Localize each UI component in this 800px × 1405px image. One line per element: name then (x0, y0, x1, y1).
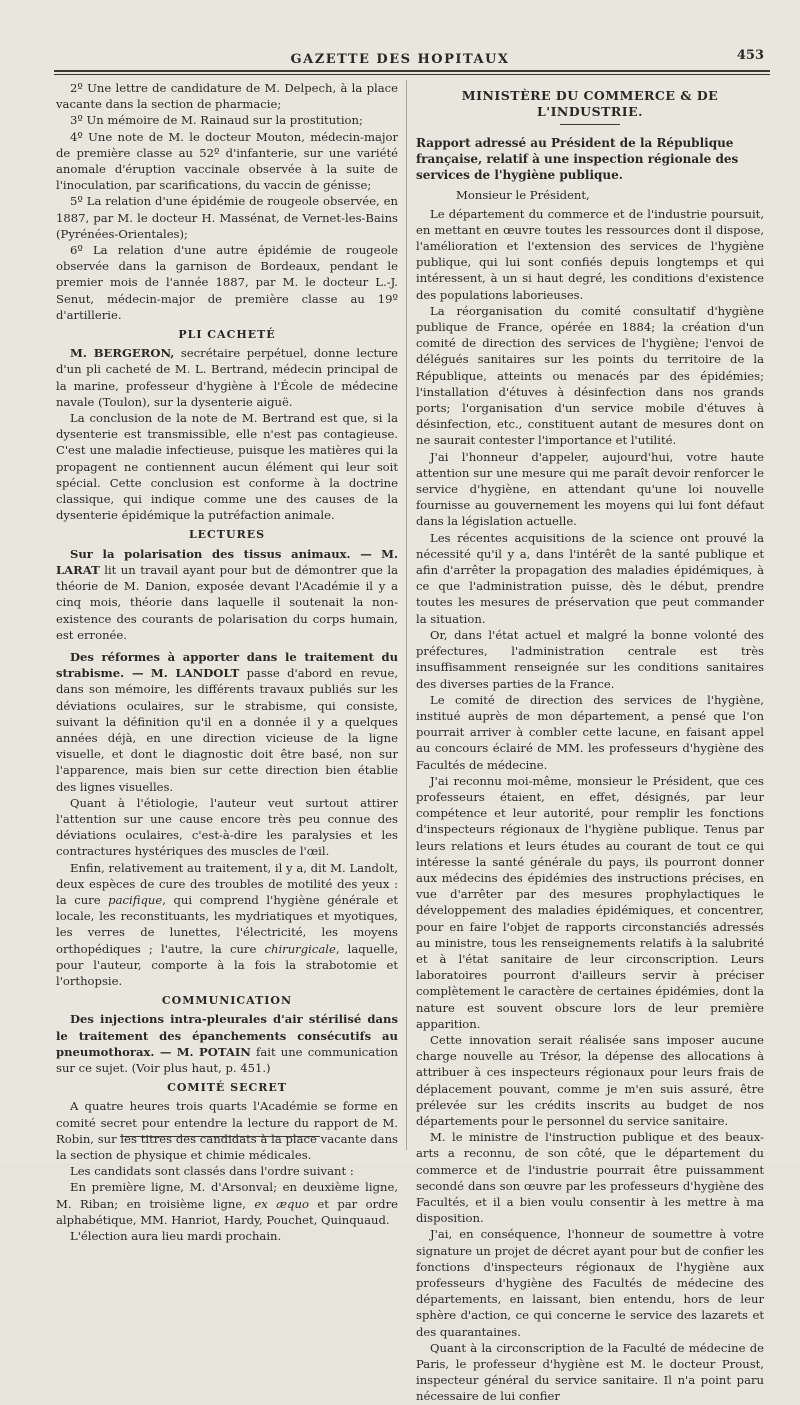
list-item: 3º Un mémoire de M. Rainaud sur la prostitution; (70, 113, 363, 128)
comite-paragraph: A quatre heures trois quarts l'Académie se forme en comité secret pour entendre la lecture du rapport de M. Robin, sur les titres des candidats à la place vacante dans la section de physique et chimie médicales. (56, 1099, 398, 1162)
reformes-author: M. LANDOLT (150, 666, 240, 681)
section-title-communication: COMMUNICATION (161, 994, 293, 1008)
list-item: 5º La relation d'une épidémie de rougeole observée, en 1887, par M. le docteur H. Massénat, de Vernet-les-Bains (Pyrénées-Orientales); (56, 194, 398, 241)
page-header (0, 48, 800, 68)
lectures-paragraph (56, 546, 398, 643)
column-separator (406, 80, 407, 1150)
reformes-text-a: Enfin, relativement au traitement, il y a, dit M. Landolt, deux espèces de cure des troubles de motilité des yeux : la cure (56, 860, 398, 907)
section-title-pli: PLI CACHETÉ (178, 328, 276, 342)
report-paragraph: Les récentes acquisitions de la science ont prouvé la nécessité qu'il y a, dans l'intérêt de la santé publique et afin d'arrêter la propagation des maladies épidémiques, à ce que l'administration puisse, dès le début, prendre toutes les mesures de préservation que peut commander la situation. (416, 530, 764, 626)
ministry-rule (560, 124, 620, 125)
reformes-text-e: , laquelle, pour l'auteur, comporte à la fois la strabotomie et l'orthopsie. (56, 941, 399, 988)
reformes-italic-chirurgicale: chirurgicale (264, 941, 336, 956)
right-column (416, 80, 764, 1404)
comite-italic: ex æquo (254, 1196, 309, 1211)
section-title-lectures: LECTURES (188, 528, 266, 542)
communication-text: fait une communication sur ce sujet. (Voir plus haut, p. 451.) (56, 1044, 399, 1075)
report-paragraph: J'ai l'honneur d'appeler, aujourd'hui, votre haute attention sur une mesure qui me paraît devoir renforcer le service d'hygiène, en attendant qu'une loi nouvelle fournisse au gouvernement les moyens qui lui font défaut dans la législation actuelle. (416, 449, 764, 529)
reformes-italic-pacifique: pacifique (108, 892, 163, 907)
pli-text: secrétaire perpétuel, donne lecture d'un pli cacheté de M. L. Bertrand, médecin principal de la marine, professeur d'hygiène à l'École de médecine navale (Toulon), sur la dysenterie aiguë. (56, 346, 398, 409)
left-column (56, 80, 399, 1244)
header-rule-thin (54, 74, 770, 75)
communication-paragraph (56, 1011, 398, 1076)
reformes-paragraph (56, 649, 398, 795)
communication-heading: Des injections intra-pleurales d'air stérilisé dans le traitement des épanchements consécutifs au pneumothorax. — (56, 1012, 398, 1059)
list-item: 2º Une lettre de candidature de M. Delpech, à la place vacante dans la section de pharmacie; (56, 81, 398, 112)
pli-paragraph-2: La conclusion de la note de M. Bertrand est que, si la dysenterie est transmissible, elle n'est pas contagieuse. C'est une maladie infectieuse, puisque les matières qui la propagent ne contiennent aucun élément qui leur soit spécial. Cette conclusion est conforme à la doctrine classique, qui indique comme une des causes de la dysenterie épidémique la putréfaction animale. (56, 411, 398, 523)
ministry-title: MINISTÈRE DU COMMERCE & DE L'INDUSTRIE. (461, 88, 719, 120)
header-rule (54, 70, 770, 72)
page-number: 453 (736, 48, 764, 63)
report-paragraph: Le département du commerce et de l'industrie poursuit, en mettant en œuvre toutes les ressources dont il dispose, l'amélioration et l'extension des services de l'hygiène publique, qui lui sont confiés depuis longtemps et qui intéressent, à un si haut degré, les conditions d'existence des populations laborieuses. (416, 206, 764, 302)
lectures-text: lit un travail ayant pour but de démontrer que la théorie de M. Danion, exposée devant l'Académie il y a cinq mois, théorie dans laquelle il soutenait la non-existence des courants de polarisation du corps humain, est erronée. (56, 562, 398, 642)
comite-text-c: et par ordre alphabétique, MM. Hanriot, Hardy, Pouchet, Quinquaud. (56, 1196, 398, 1227)
comite-paragraph-3 (56, 1179, 398, 1228)
report-paragraph: Or, dans l'état actuel et malgré la bonne volonté des préfectures, l'administration centrale est très insuffisamment renseignée sur les conditions sanitaires des diverses parties de la France. (416, 627, 764, 691)
report-paragraph: M. le ministre de l'instruction publique et des beaux-arts a reconnu, de son côté, que le département du commerce et de l'industrie pourrait être puissamment secondé dans son œuvre par les professeurs d'hygiène des Facultés, et il a bien voulu consentir à les mettre à ma disposition. (416, 1130, 764, 1226)
comite-text-a: En première ligne, M. d'Arsonval; en deuxième ligne, M. Riban; en troisième ligne, (56, 1180, 398, 1211)
reformes-text: passe d'abord en revue, dans son mémoire, les différents travaux publiés sur les déviations oculaires, sur le strabisme, qui consiste, suivant la définition qu'il en a donnée il y a quelques années déjà, en une direction vicieuse de la ligne visuelle, et dont le diagnostic doit être basé, non sur l'apparence, mais bien sur cette direction bien établie des lignes visuelles. (56, 666, 398, 794)
bottom-rule (120, 1136, 320, 1137)
comite-paragraph-2: Les candidats sont classés dans l'ordre suivant : (70, 1164, 354, 1179)
report-paragraph: La réorganisation du comité consultatif d'hygiène publique de France, opérée en 1884; la création d'un comité de direction des services de l'hygiène; l'envoi de délégués sanitaires sur les points du territoire de la République, atteints ou menacés par des épidémies; l'installation d'étuves à désinfection dans nos grands ports; l'organisation d'un service mobile d'étuves à désinfection, etc., constituent autant de mesures dont on ne saurait contester l'importance et l'utilité. (416, 303, 764, 448)
salutation: Monsieur le Président, (456, 188, 590, 203)
running-title: GAZETTE DES HOPITAUX (290, 52, 510, 67)
communication-author: M. POTAIN (176, 1044, 251, 1059)
report-title: Rapport adressé au Président de la République française, relatif à une inspection régionale des services de l'hygiène publique. (416, 136, 739, 183)
lectures-heading: Sur la polarisation des tissus animaux. — (70, 546, 372, 561)
report-paragraph: Quant à la circonscription de la Faculté de médecine de Paris, le professeur d'hygiène est M. le docteur Proust, inspecteur général du service sanitaire. Il n'a point paru nécessaire de lui confier (416, 1340, 764, 1404)
reformes-paragraph-2: Quant à l'étiologie, l'auteur veut surtout attirer l'attention sur une cause encore très peu connue des déviations oculaires, c'est-à-dire les paralysies et les contractures hystériques des muscles de l'œil. (56, 795, 398, 859)
comite-paragraph-4: L'élection aura lieu mardi prochain. (70, 1229, 282, 1244)
report-paragraph: Cette innovation serait réalisée sans imposer aucune charge nouvelle au Trésor, la dépense des allocations à attribuer à ces inspecteurs régionaux pour leurs frais de déplacement pouvant, comme je m'en suis assuré, être prélevée sur les crédits inscrits au budget de nos départements pour le personnel du service sanitaire. (416, 1032, 764, 1128)
section-title-comite: COMITÉ SECRET (167, 1081, 287, 1095)
pli-author: M. BERGERON, (70, 346, 175, 361)
report-paragraph: J'ai reconnu moi-même, monsieur le Président, que ces professeurs étaient, en effet, désignés, par leur compétence et leur autorité, pour remplir les fonctions d'inspecteurs régionaux de l'hygiène publique. Tenus par leurs relations et leurs études au courant de tout ce qui intéresse la santé générale du pays, ils pourront donner aux médecins des épidémies des instructions précises, en vue d'arrêter par des mesures prophylactiques le développement des maladies épidémiques, et concentrer, pour en faire l'objet de rapports circonstanciés adressés au ministre, tous les renseignements relatifs à la salubrité et à l'état sanitaire de leur circonscription. Leurs laboratoires pourront d'ailleurs servir à préciser complètement le caractère de certaines épidémies, dont la nature est souvent obscure lors de leur première apparition. (416, 773, 764, 1031)
reformes-heading: Des réformes à apporter dans le traitement du strabisme. — (56, 649, 398, 681)
pli-paragraph (56, 345, 398, 410)
report-paragraph: J'ai, en conséquence, l'honneur de soumettre à votre signature un projet de décret ayant pour but de confier les fonctions d'inspecteurs régionaux de l'hygiène aux professeurs d'hygiène des Facultés de médecine des départements, en laissant, bien entendu, hors de leur sphère d'action, ce qui concerne le service des lazarets et des quarantaines. (416, 1227, 764, 1339)
reformes-paragraph-3 (56, 860, 398, 990)
list-item: 6º La relation d'une autre épidémie de rougeole observée dans la garnison de Bordeaux, pendant le premier mois de l'année 1887, par M. le docteur L.-J. Senut, médecin-major de première classe au 19º d'artillerie. (56, 243, 398, 322)
reformes-text-c: , qui comprend l'hygiène générale et locale, les reconstituants, les mydriatiques et myotiques, les verres de lunettes, l'électricité, les moyens orthopédiques ; l'autre, la cure (56, 892, 398, 956)
lectures-author: M. LARAT (56, 546, 399, 577)
report-paragraph: Le comité de direction des services de l'hygiène, institué auprès de mon département, a pensé que l'on pourrait arriver à combler cette lacune, en faisant appel au concours éclairé de MM. les professeurs d'hygiène des Facultés de médecine. (416, 692, 764, 772)
list-item: 4º Une note de M. le docteur Mouton, médecin-major de première classe au 52º d'infanterie, sur une variété anomale d'éruption vaccinale observée à la suite de l'inoculation, par scarifications, du vaccin de génisse; (56, 129, 398, 193)
